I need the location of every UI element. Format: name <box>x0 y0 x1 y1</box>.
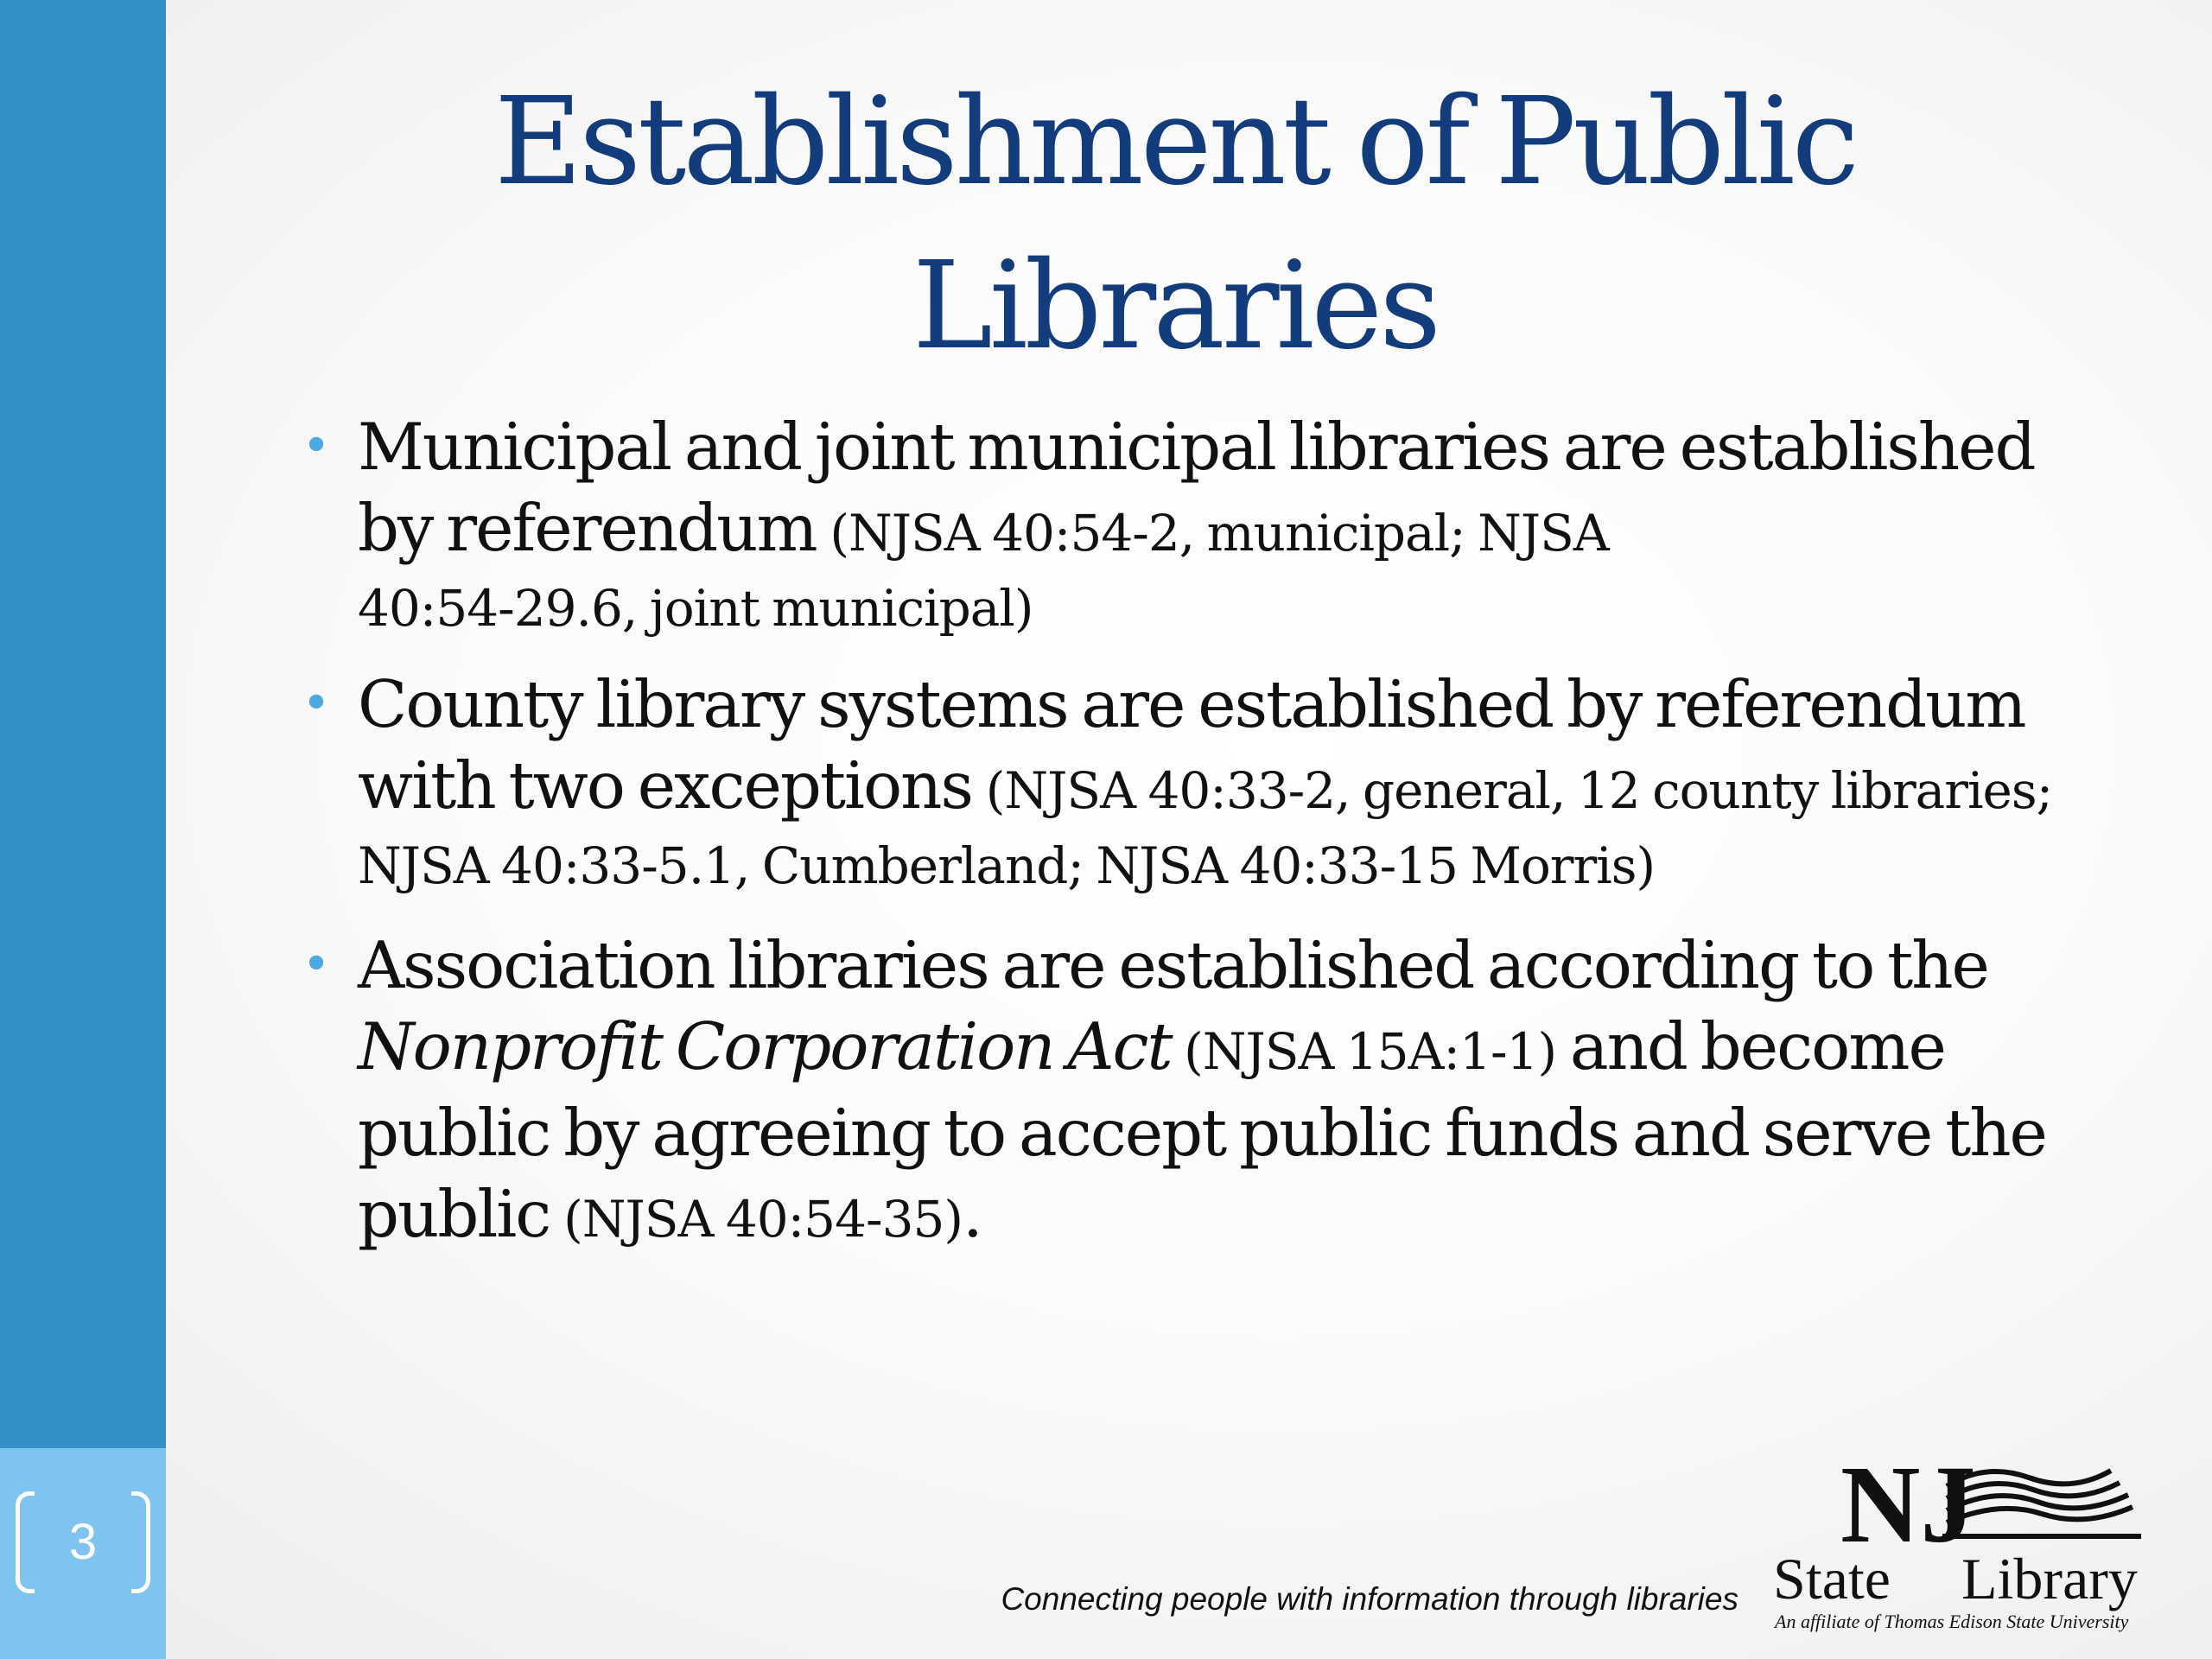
title-line-1: Establishment of Public <box>493 72 1857 213</box>
act-name: Nonprofit Corporation Act <box>358 1008 1172 1084</box>
bullet-text: County library systems are established by referendum with two exceptions <box>358 666 2025 823</box>
bullet-item-county <box>302 664 2086 900</box>
nj-state-library-logo <box>1770 1445 2167 1635</box>
bullet-dot-icon: • <box>302 676 331 732</box>
bullet-list <box>302 406 2086 1260</box>
logo-affiliate-text: An affiliate of Thomas Edison State University <box>1775 1611 2129 1632</box>
bullet-citation-continued: NJSA 40:33-5.1, Cumberland; NJSA 40:33-15 Morris) <box>358 836 1656 895</box>
logo-graphic <box>1770 1445 2167 1635</box>
slide-title <box>276 60 2074 389</box>
bullet-citation: (NJSA 40:33-2, general, 12 county libraries; <box>985 761 2053 820</box>
title-line-2: Libraries <box>912 236 1439 377</box>
bullet-citation: (NJSA 15A:1-1) <box>1171 1022 1557 1081</box>
bullet-dot-icon: • <box>302 937 331 993</box>
logo-state-text: State <box>1773 1546 1891 1611</box>
slide-number-badge <box>16 1491 150 1593</box>
bullet-period: . <box>963 1176 982 1252</box>
bullet-citation: (NJSA 40:54-2, municipal; NJSA <box>830 504 1609 563</box>
bullet-item-municipal <box>302 406 2086 643</box>
footer-tagline: Connecting people with information through libraries <box>1001 1581 1738 1617</box>
bullet-text: Municipal and joint municipal libraries are established by referendum <box>358 409 2035 566</box>
bullet-text: Association libraries are established according to the <box>358 927 1988 1003</box>
bullet-text-continued: and become public by agreeing to accept public funds and serve the public <box>358 1008 2046 1252</box>
bullet-dot-icon: • <box>302 418 331 474</box>
logo-library-text: Library <box>1961 1546 2138 1611</box>
bullet-citation-continued: 40:54-29.6, joint municipal) <box>358 579 1033 638</box>
sidebar-bar <box>0 0 166 1659</box>
logo-nj-text: NJ <box>1840 1445 1976 1566</box>
slide-number: 3 <box>68 1514 98 1570</box>
bullet-citation-end: (NJSA 40:54-35) <box>563 1190 963 1249</box>
bullet-item-association <box>302 925 2086 1260</box>
